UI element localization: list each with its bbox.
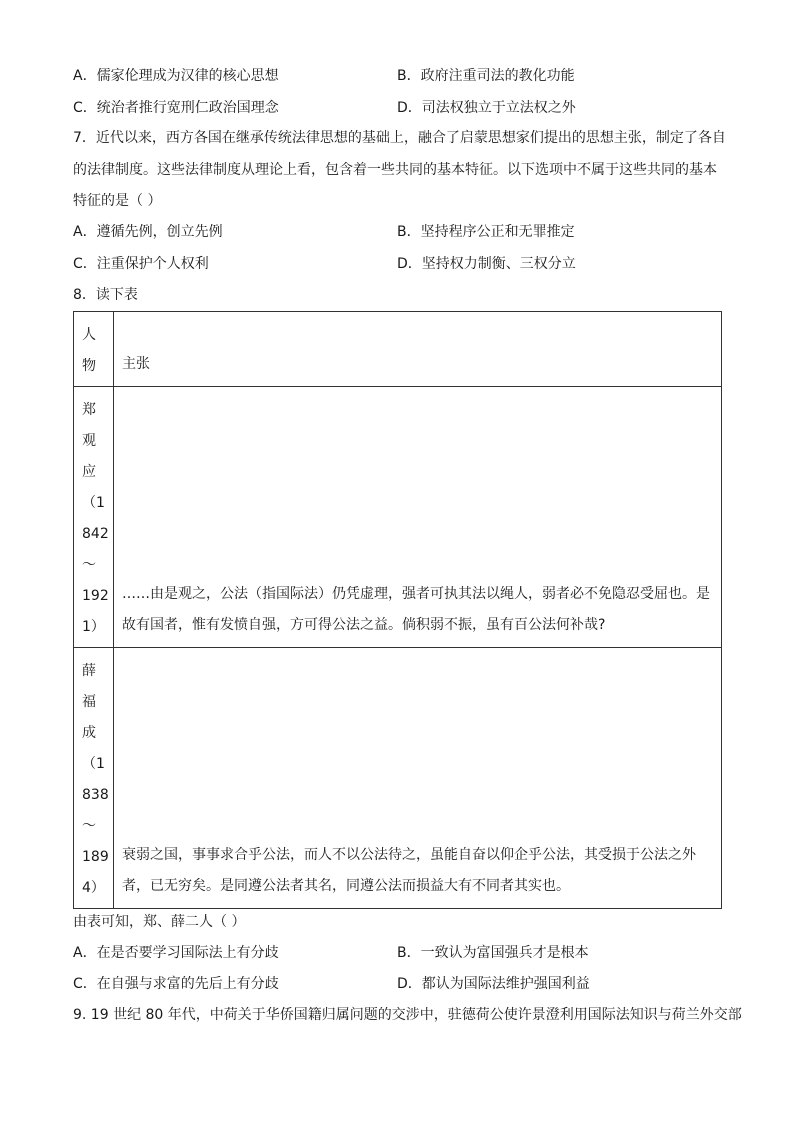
claim-line: 衰弱之国，事事求合乎公法，而人不以公法待之，虽能自奋以仰企乎公法，其受损于公法之外 [122,847,696,863]
name-char: （1 [82,756,105,772]
name-char: 842 [82,526,109,542]
q7-option-a: A．遵循先例，创立先例 [73,224,223,240]
name-char: （1 [82,495,105,511]
table-row [74,648,722,909]
name-char: ～ [82,818,96,834]
claim-line: 者，已无穷矣。是同遵公法者其名，同遵公法而损益大有不同者其实也。 [122,878,570,894]
claim-line: 故有国者，惟有发愤自强，方可得公法之益。倘积弱不振，虽有百公法何补哉? [122,617,606,633]
name-char: 189 [82,849,109,865]
name-char: ～ [82,557,96,573]
q6-option-d: D．司法权独立于立法权之外 [397,100,576,116]
q8-option-d: D．都认为国际法维护强国利益 [397,976,590,992]
name-cell [74,648,114,909]
name-char: 应 [82,464,96,480]
claim-line: ……由是观之，公法（指国际法）仍凭虚理，强者可执其法以绳人，弱者必不免隐忍受屈也。是 [122,586,710,602]
q7-stem-line-1: 7．近代以来，西方各国在继承传统法律思想的基础上，融合了启蒙思想家们提出的思想主张，制定了各自 [73,130,726,146]
name-char: 观 [82,433,96,449]
name-char: 薛 [82,663,96,679]
q8-option-c: C．在自强与求富的先后上有分歧 [73,976,279,992]
q7-stem-line-2: 的法律制度。这些法律制度从理论上看，包含着一些共同的基本特征。以下选项中不属于这些共同的基本 [73,162,717,178]
name-cell [74,387,114,648]
q8-option-b: B．一致认为富国强兵才是根本 [397,945,589,961]
q7-stem-line-3: 特征的是（ ） [73,193,162,209]
q8-intro: 8．读下表 [73,287,138,303]
name-char: 1） [82,619,105,635]
name-char: 福 [82,694,96,710]
q8-table [73,311,722,909]
q6-option-a: A．儒家伦理成为汉律的核心思想 [73,68,279,84]
table-header-row [74,312,722,387]
header-person-char: 物 [82,358,96,374]
q8-question: 由表可知，郑、薛二人（ ） [73,914,246,930]
header-cell-person [74,312,114,387]
q6-option-b: B．政府注重司法的教化功能 [397,68,575,84]
name-char: 成 [82,725,96,741]
header-person-char: 人 [82,327,96,343]
claim-cell [114,648,722,909]
claim-cell [114,387,722,648]
q8-option-a: A．在是否要学习国际法上有分歧 [73,945,279,961]
table-row [74,387,722,648]
header-cell-claim [114,312,722,387]
name-char: 郑 [82,402,96,418]
q9-stem-line-1: 9. 19 世纪 80 年代，中荷关于华侨国籍归属问题的交涉中，驻德荷公使许景澄利用国际法知识与荷兰外交部 [73,1007,742,1023]
name-char: 4） [82,880,105,896]
q6-option-c: C．统治者推行宽刑仁政治国理念 [73,100,279,116]
name-char: 838 [82,787,109,803]
q7-option-c: C．注重保护个人权利 [73,256,209,272]
q7-option-b: B．坚持程序公正和无罪推定 [397,224,575,240]
name-char: 192 [82,588,109,604]
header-claim-label: 主张 [122,356,150,372]
q7-option-d: D．坚持权力制衡、三权分立 [397,256,576,272]
